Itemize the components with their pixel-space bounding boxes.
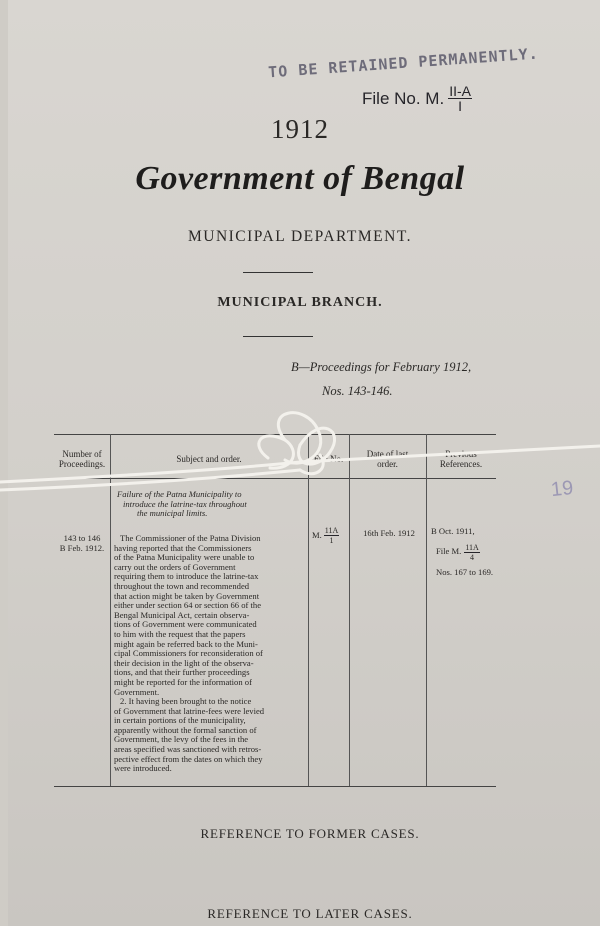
table-top-rule — [54, 434, 496, 435]
subject-line: Bengal Municipal Act, certain observa- — [114, 609, 250, 620]
subject-line: Government. — [114, 686, 160, 697]
file-no-denominator: 1 — [329, 536, 334, 545]
subject-line: The Commissioner of the Patna Division — [120, 533, 261, 543]
subject-line: areas specified was sanctioned with retros- — [114, 744, 262, 755]
date-of-last-order: 16th Feb. 1912 — [363, 528, 415, 538]
subject-line: were introduced. — [114, 763, 172, 774]
table-bottom-rule — [54, 786, 496, 787]
header-number — [54, 449, 110, 469]
retention-stamp: TO BE RETAINED PERMANENTLY. — [267, 44, 540, 82]
subject-title-line: introduce the latrine-tax throughout — [123, 498, 247, 509]
subject-line: in certain portions of the municipality, — [114, 715, 246, 726]
previous-reference-file — [431, 543, 495, 562]
file-no-prefix: M. — [312, 529, 322, 540]
subject-title — [117, 490, 303, 519]
header-subject: Subject and order. — [176, 454, 242, 464]
government-title: Government of Bengal — [135, 160, 465, 197]
file-number-numerator: II-A — [449, 83, 471, 99]
subject-line: throughout the town and recommended — [114, 580, 250, 591]
proceedings-line-1: B—Proceedings for February 1912, — [291, 360, 472, 374]
subject-line: of the Patna Municipality were unable to — [114, 552, 255, 563]
subject-line: apparently without the formal sanction of — [114, 724, 257, 735]
header-number-line: Number of — [62, 449, 102, 459]
subject-line: tions, and that their further proceedings — [114, 667, 250, 678]
subject-paragraph-1 — [114, 534, 306, 774]
subject-line: that action might be taken by Government — [114, 590, 260, 601]
divider — [243, 336, 313, 337]
previous-file-fraction — [464, 543, 479, 562]
previous-file-denominator: 4 — [470, 552, 475, 562]
reference-later-cases: REFERENCE TO LATER CASES. — [207, 906, 413, 921]
header-date-line: Date of last — [366, 449, 409, 459]
subject-line: of Government that latrine-fees were levied — [114, 705, 265, 716]
subject-line: pective effect from the dates on which they — [114, 753, 263, 764]
subject-line: either under section 64 or section 66 of the — [114, 600, 262, 611]
subject-line: might again be referred back to the Muni- — [114, 638, 258, 649]
table-header-rule — [54, 478, 496, 479]
file-number-prefix: File No. M. — [362, 88, 445, 108]
subject-line: Government, the levy of the fees in the — [114, 734, 249, 745]
subject-line: 2. It having been brought to the notice — [120, 696, 252, 707]
column-divider — [349, 434, 350, 786]
column-divider — [110, 434, 111, 786]
divider — [243, 272, 313, 273]
year-heading: 1912 — [271, 114, 329, 144]
subject-line: their decision in the light of the observa- — [114, 657, 254, 668]
header-previous — [426, 449, 496, 469]
proceedings-number-cell — [54, 533, 110, 553]
reference-former-cases: REFERENCE TO FORMER CASES. — [200, 826, 420, 841]
subject-line: tions of Government were communicated — [114, 619, 257, 630]
header-previous-line: References. — [439, 459, 483, 469]
file-no-fraction — [324, 526, 339, 545]
subject-line: might be reported for the information of — [114, 676, 252, 687]
previous-file-numerator: 11A — [465, 542, 479, 552]
header-file-no: File No. — [313, 454, 344, 464]
file-number-denominator: I — [458, 98, 463, 114]
header-date — [349, 449, 426, 469]
file-number — [362, 84, 472, 113]
subject-line: having reported that the Commissioners — [114, 542, 252, 553]
proceedings-month: B Feb. 1912. — [59, 543, 105, 553]
column-divider — [426, 434, 427, 786]
proceedings-table — [54, 434, 496, 787]
subject-line: to him with the request that the papers — [114, 628, 246, 639]
subject-line: carry out the orders of Government — [114, 561, 236, 572]
subject-title-line: Failure of the Patna Municipality to — [117, 489, 242, 499]
handwritten-margin-note: 19 — [549, 476, 575, 502]
file-no-numerator: 11A — [324, 526, 339, 535]
proceedings-line-2: Nos. 143-146. — [322, 384, 393, 398]
department-title: MUNICIPAL DEPARTMENT. — [187, 228, 413, 245]
branch-title: MUNICIPAL BRANCH. — [217, 295, 383, 310]
header-previous-line: Previous — [445, 449, 477, 459]
subject-line: cipal Commissioners for reconsideration of — [114, 648, 263, 659]
proceedings-number: 143 to 146 — [63, 533, 101, 543]
previous-reference-line: Nos. 167 to 169. — [436, 566, 494, 577]
file-no-cell — [312, 526, 348, 545]
subject-title-line: the municipal limits. — [137, 508, 208, 519]
previous-file-prefix: File M. — [436, 546, 462, 557]
header-date-line: order. — [377, 459, 398, 469]
previous-references-cell — [431, 527, 495, 577]
file-number-fraction — [448, 84, 472, 113]
header-number-line: Proceedings. — [58, 459, 106, 469]
column-divider — [308, 434, 309, 786]
subject-line: requiring them to introduce the latrine-tax — [114, 571, 259, 582]
previous-reference-line: B Oct. 1911, — [431, 526, 475, 536]
